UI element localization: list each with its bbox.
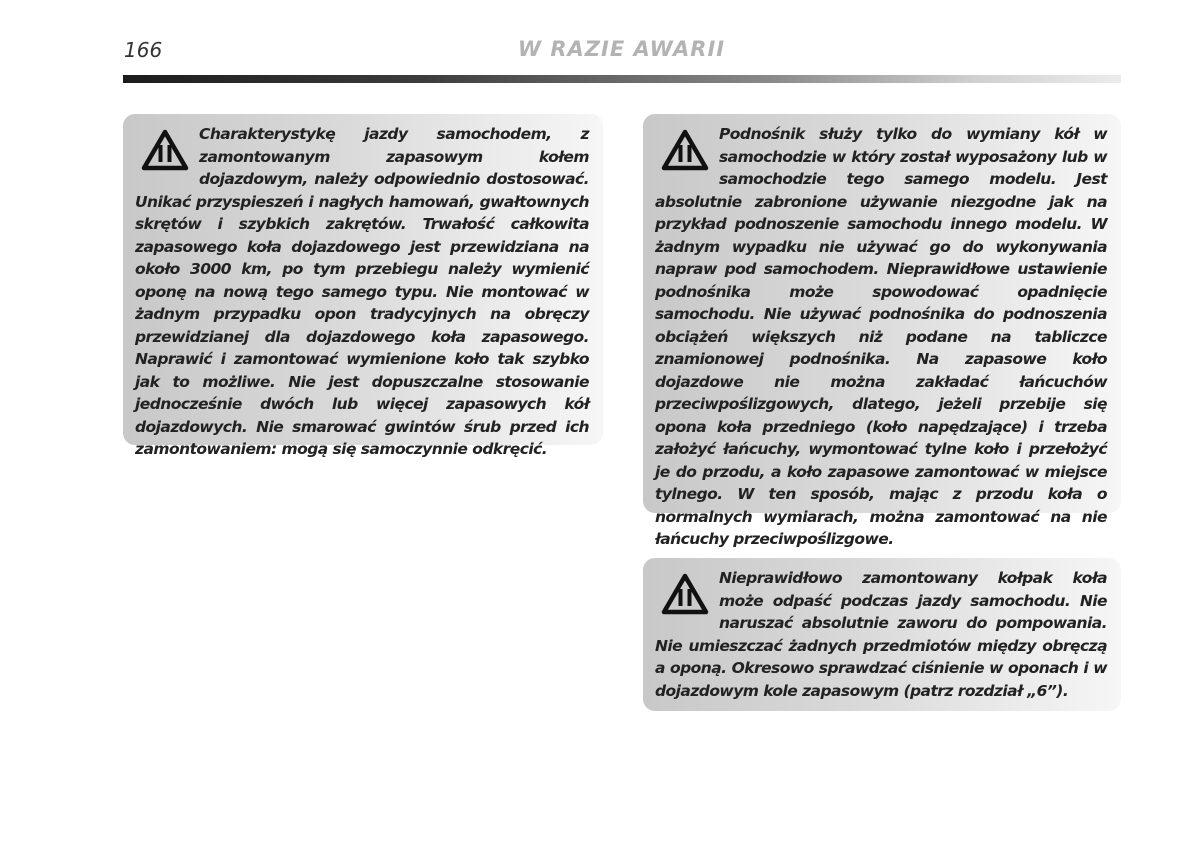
warning-triangle-icon xyxy=(661,573,709,615)
warning-text: Charakterystykę jazdy samochodem, z zamontowanym zapasowym kołem dojazdowym, należy odpowiednio dostosować. Unikać przyspieszeń i nagłych hamowań, gwałtownych skrętów i szybkich zakrętów. Trwałość całkowita zapasowego koła dojazdowego jest przewidziana na około 3000 km, po tym przebiegu należy wymienić oponę na nową tego samego typu. Nie montować w żadnym przypadku opon tradycyjnych na obręczy przewidzianej dla dojazdowego koła zapasowego. Naprawić i zamontować wymienione koło tak szybko jak to możliwe. Nie jest dopuszczalne stosowanie jednocześnie dwóch lub więcej zapasowych kół dojazdowych. Nie smarować gwintów śrub przed ich zamontowaniem: mogą się samoczynnie odkręcić. xyxy=(135,125,589,458)
section-title: W RAZIE AWARII xyxy=(517,37,726,61)
warning-text: Nieprawidłowo zamontowany kołpak koła może odpaść podczas jazdy samochodu. Nie naruszać absolutnie zaworu do pompowania. Nie umieszczać żadnych przedmiotów między obręczą a oponą. Okresowo sprawdzać ciśnienie w oponach i w dojazdowym kole zapasowym (patrz rozdział „6”). xyxy=(655,569,1107,700)
header-divider xyxy=(123,75,1121,83)
warning-box-hubcap xyxy=(643,558,1121,711)
warning-triangle-icon xyxy=(141,129,189,171)
warning-box-jack xyxy=(643,114,1121,548)
warning-box-spare-wheel xyxy=(123,114,603,458)
page-number: 166 xyxy=(124,38,163,62)
warning-text: Podnośnik służy tylko do wymiany kół w samochodzie w który został wyposażony lub w samochodzie tego samego modelu. Jest absolutnie zabronione używanie niezgodne jak na przykład podnoszenie samochodu innego modelu. W żadnym wypadku nie używać go do wykonywania napraw pod samochodem. Nieprawidłowe ustawienie podnośnika może spowodować opadnięcie samochodu. Nie używać podnośnika do podnoszenia obciążeń większych niż podane na tabliczce znamionowej podnośnika. Na zapasowe koło dojazdowe nie można zakładać łańcuchów przeciwpoślizgowych, dlatego, jeżeli przebije się opona koła przedniego (koło napędzające) i trzeba założyć łańcuchy, wymontować tylne koło i przełożyć je do przodu, a koło zapasowe zamontować w miejsce tylnego. W ten sposób, mając z przodu koła o normalnych wymiarach, można zamontować na nie łańcuchy przeciwpoślizgowe. xyxy=(655,125,1107,548)
warning-triangle-icon xyxy=(661,129,709,171)
